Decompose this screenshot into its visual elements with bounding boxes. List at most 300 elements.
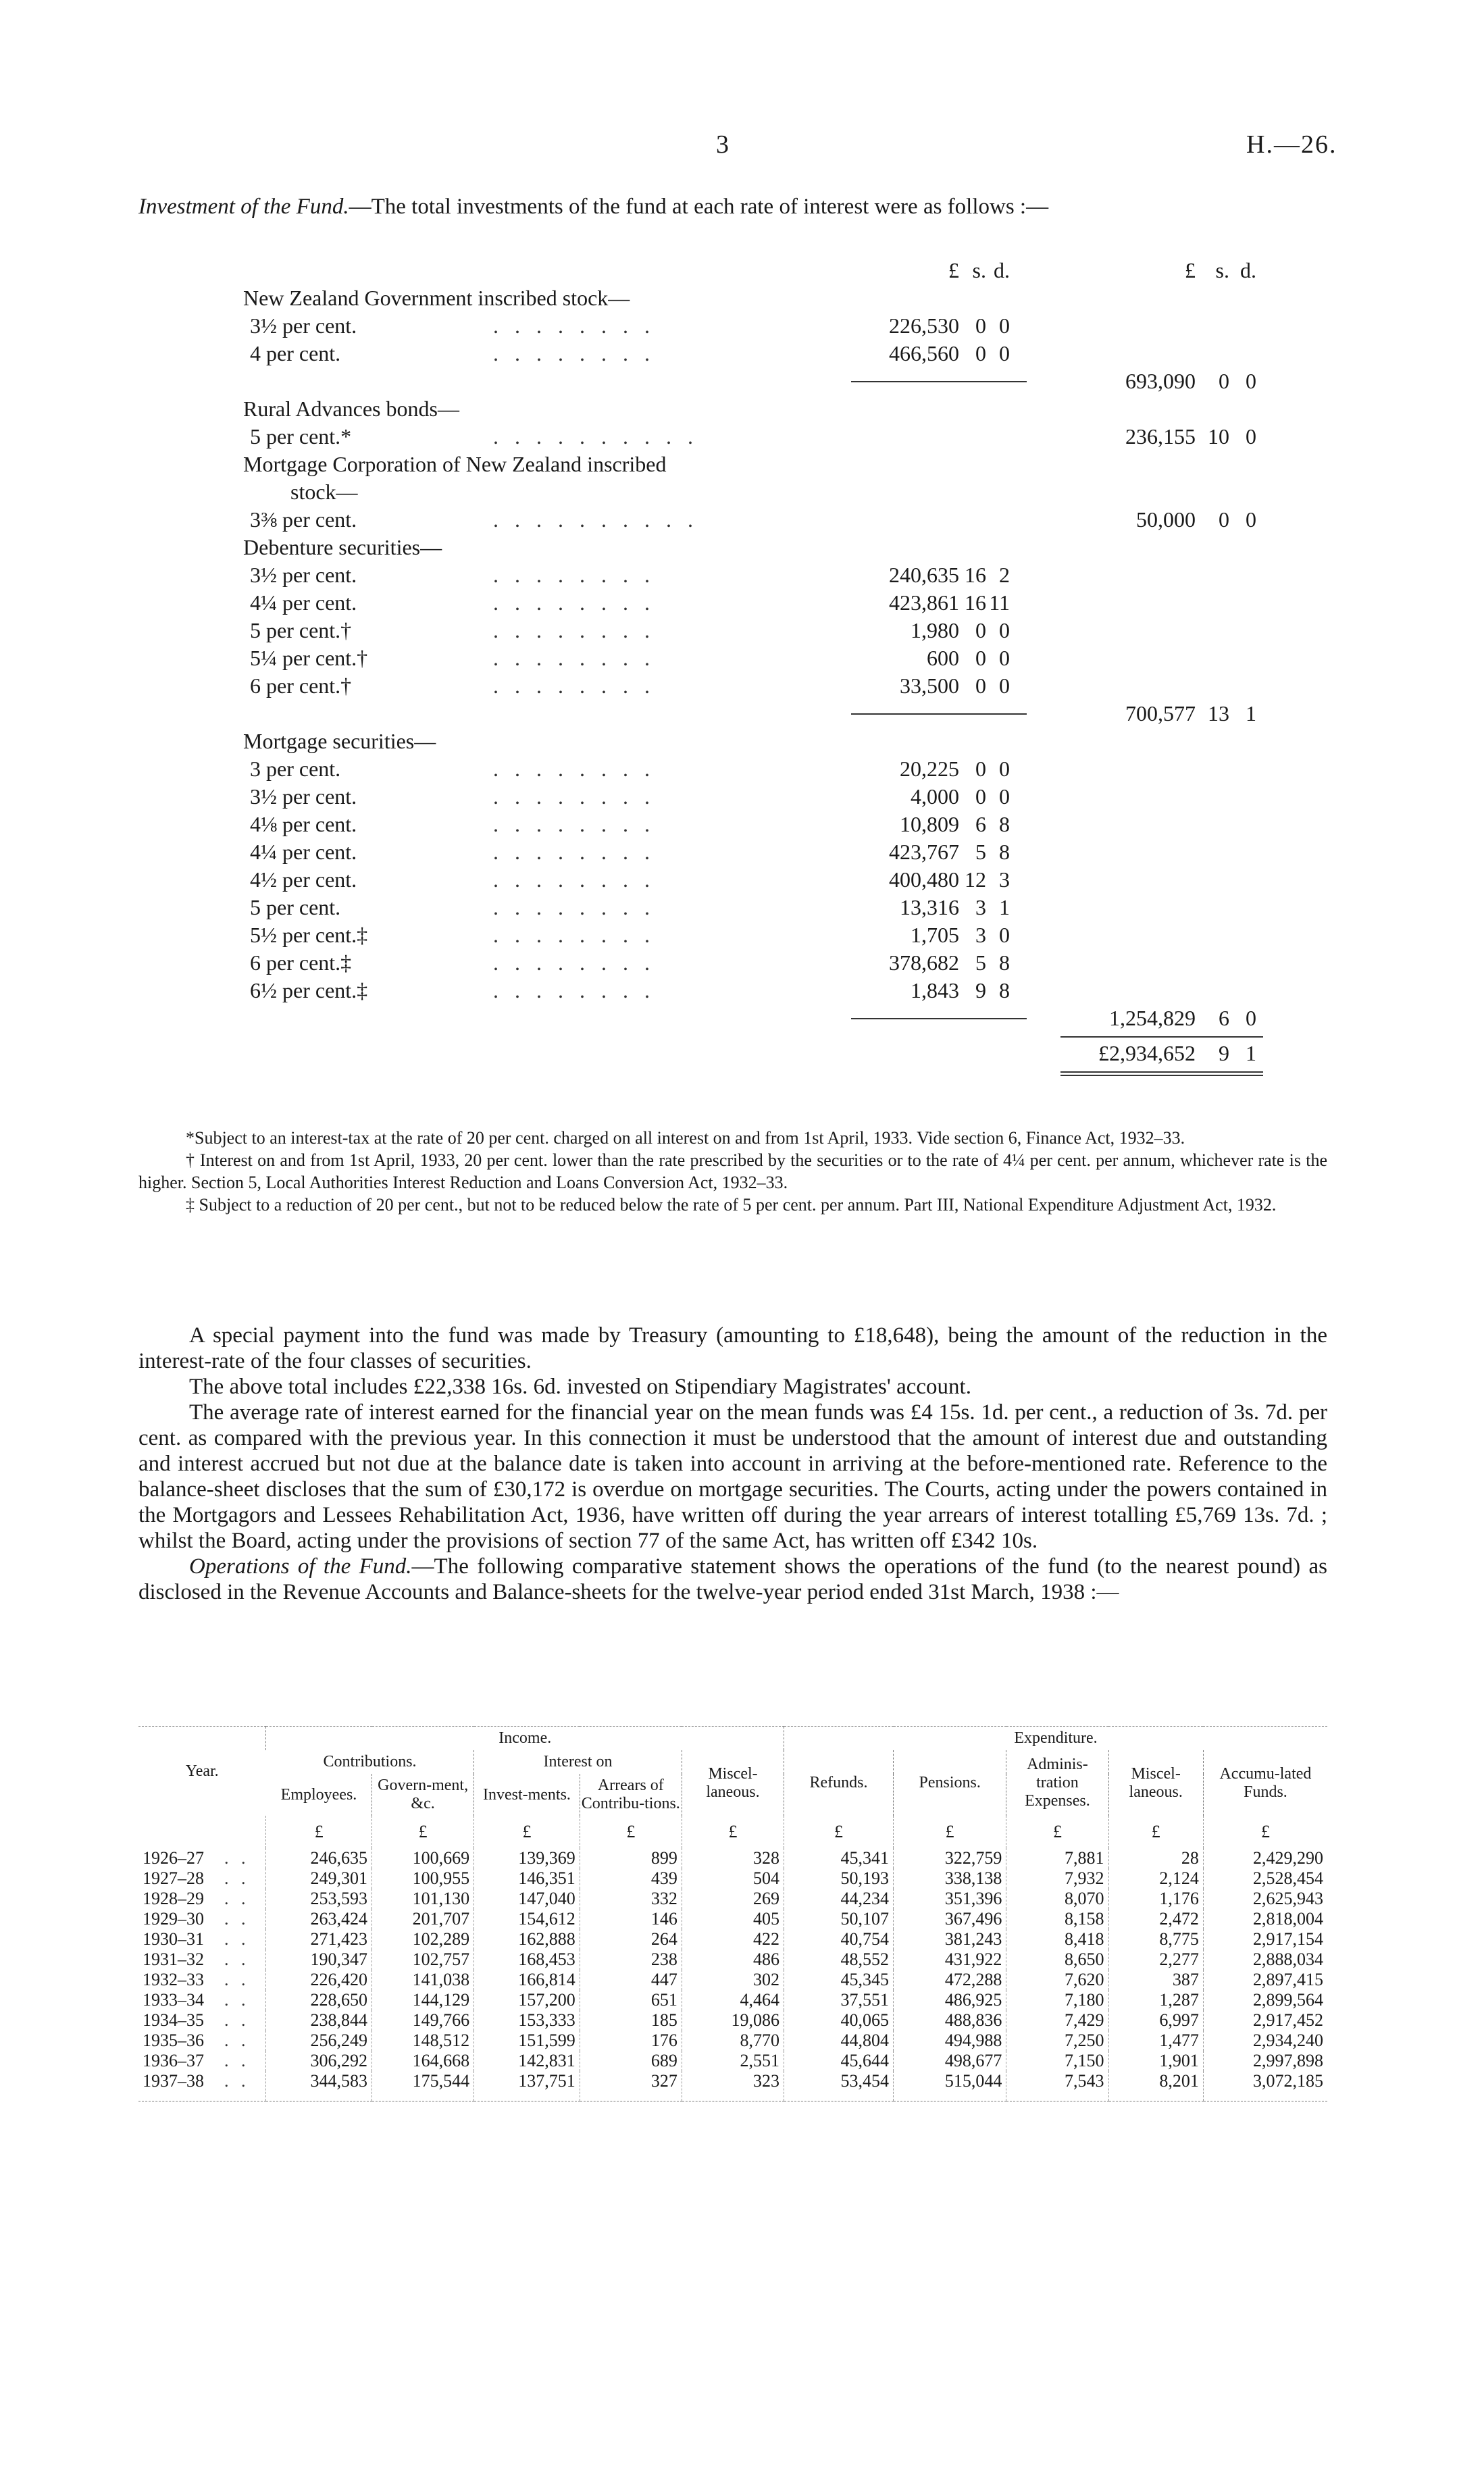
leader-dots: . . . . . . . .: [493, 923, 655, 947]
investment-row: [243, 423, 1337, 451]
intro-text: —The total investments of the fund at each rate of interest were as follows :—: [349, 195, 1049, 219]
amount-pence: 0: [999, 923, 1010, 947]
rate-label: 3 per cent.: [250, 757, 341, 781]
table-cell: 1,176: [1108, 1889, 1203, 1909]
amount-pence: 0: [999, 784, 1010, 809]
amount-pence: 0: [999, 341, 1010, 365]
table-cell: 2,429,290: [1203, 1848, 1327, 1868]
amount-pounds: 33,500: [900, 673, 959, 698]
total-pounds: 50,000: [1136, 507, 1196, 532]
table-cell: 176: [580, 2031, 682, 2051]
table-cell: 344,583: [266, 2071, 372, 2101]
table-cell: 515,044: [894, 2071, 1006, 2101]
table-cell: 2,917,154: [1203, 1929, 1327, 1949]
leader-dots: . .: [224, 2051, 250, 2070]
table-cell: 185: [580, 2010, 682, 2031]
subtotal-pence: 0: [1246, 1006, 1256, 1030]
table-cell: 148,512: [372, 2031, 474, 2051]
rate-label: 4¼ per cent.: [250, 590, 357, 615]
rate-label: 6 per cent.†: [250, 673, 352, 698]
unit-label: £: [580, 1816, 682, 1848]
investment-row: [243, 395, 1337, 423]
table-cell: 2,625,943: [1203, 1889, 1327, 1909]
table-cell: 7,429: [1006, 2010, 1108, 2031]
rate-label: 4¼ per cent.: [250, 840, 357, 864]
rate-label: 6 per cent.‡: [250, 950, 352, 975]
leader-dots: . . . . . . . .: [493, 673, 655, 698]
table-cell: 494,988: [894, 2031, 1006, 2051]
amount-pence: 8: [999, 978, 1010, 1002]
rate-label: 3½ per cent.: [250, 784, 357, 809]
section-heading: Investment of the Fund.: [138, 195, 349, 219]
table-cell: 2,997,898: [1203, 2051, 1327, 2071]
amount-shillings: 0: [975, 618, 986, 642]
subtotal-rule: [851, 381, 1027, 382]
leader-dots: . . . . . . . .: [493, 784, 655, 809]
investment-rows: [243, 284, 1337, 1074]
table-cell: 100,669: [372, 1848, 474, 1868]
table-cell: 7,881: [1006, 1848, 1108, 1868]
units-row: [138, 1816, 1327, 1848]
col-investments: Invest-ments.: [474, 1774, 580, 1816]
footnote: *Subject to an interest-tax at the rate of 20 per cent. charged on all interest on and from 1st April, 1933. Vide section 6, Finance Act, 1932–33.: [186, 1128, 1185, 1148]
table-cell: 488,836: [894, 2010, 1006, 2031]
total-shillings: 10: [1208, 424, 1229, 449]
table-cell: 504: [682, 1868, 784, 1889]
table-cell: 8,418: [1006, 1929, 1108, 1949]
rate-label: 3⅜ per cent.: [250, 507, 357, 532]
year-label: 1926–27: [143, 1848, 204, 1868]
amount-pence: 0: [999, 313, 1010, 338]
year-cell: [138, 1889, 266, 1909]
table-cell: 2,472: [1108, 1909, 1203, 1929]
amount-pounds: 1,705: [911, 923, 959, 947]
leader-dots: . . . . . . . .: [493, 895, 655, 919]
operations-paragraph: [138, 1554, 1327, 1605]
col-employees: Employees.: [280, 1785, 357, 1804]
paragraph: A special payment into the fund was made by Treasury (amounting to £18,648), being the amount of the reduction in the interest-rate of the four classes of securities.: [138, 1323, 1327, 1373]
table-cell: 899: [580, 1848, 682, 1868]
investment-row: [243, 700, 1337, 728]
table-row: [138, 1949, 1327, 1970]
investment-row: [243, 866, 1337, 894]
table-cell: 447: [580, 1970, 682, 1990]
table-cell: 50,107: [784, 1909, 894, 1929]
table-row: [138, 1909, 1327, 1929]
rate-label: 4½ per cent.: [250, 867, 357, 892]
table-cell: 37,551: [784, 1990, 894, 2010]
amount-pounds: 10,809: [900, 812, 959, 836]
amount-pounds: 466,560: [889, 341, 959, 365]
column-heads: [243, 257, 1337, 284]
leader-dots: . .: [224, 1848, 250, 1868]
table-cell: 1,287: [1108, 1990, 1203, 2010]
investment-row: [243, 838, 1337, 866]
subtotal-shillings: 0: [1219, 369, 1229, 393]
table-cell: 7,543: [1006, 2071, 1108, 2101]
leader-dots: . . . . . . . .: [493, 840, 655, 864]
col-head-total-pence: d.: [1240, 258, 1256, 282]
amount-pence: 2: [999, 563, 1010, 587]
table-cell: 147,040: [474, 1889, 580, 1909]
table-cell: 651: [580, 1990, 682, 2010]
investment-row: [243, 1004, 1337, 1032]
table-cell: 338,138: [894, 1868, 1006, 1889]
amount-pence: 0: [999, 646, 1010, 670]
table-cell: 322,759: [894, 1848, 1006, 1868]
amount-pounds: 423,861: [889, 590, 959, 615]
table-cell: 166,814: [474, 1970, 580, 1990]
rate-label: 4⅛ per cent.: [250, 812, 357, 836]
investment-row: [243, 312, 1337, 340]
col-head-shillings: s.: [972, 258, 986, 282]
leader-dots: . .: [224, 1970, 250, 1989]
investment-row: [243, 617, 1337, 644]
table-cell: 439: [580, 1868, 682, 1889]
table-cell: 153,333: [474, 2010, 580, 2031]
table-cell: 238: [580, 1949, 682, 1970]
table-row: [138, 1889, 1327, 1909]
operations-text: —The following comparative statement shows the operations of the fund (to the nearest pound) as disclosed in the Revenue Accounts and Balance-sheets for the twelve-year period ended 31st March, 1938 :—: [138, 1554, 1327, 1604]
leader-dots: . .: [224, 1990, 250, 2010]
investment-row: [243, 672, 1337, 700]
investment-row: [243, 478, 1337, 506]
table-cell: 7,180: [1006, 1990, 1108, 2010]
table-row: [138, 2071, 1327, 2101]
units-spacer: [138, 1816, 266, 1848]
leader-dots: . . . . . . . .: [493, 618, 655, 642]
table-cell: 431,922: [894, 1949, 1006, 1970]
investment-row: [243, 811, 1337, 838]
subtotal-pounds: 1,254,829: [1109, 1006, 1196, 1030]
subgroup-interest: Interest on: [474, 1750, 682, 1774]
table-cell: 7,250: [1006, 2031, 1108, 2051]
table-cell: 327: [580, 2071, 682, 2101]
subtotal-shillings: 13: [1208, 701, 1229, 725]
table-row: [138, 2051, 1327, 2071]
table-cell: 7,150: [1006, 2051, 1108, 2071]
table-cell: 689: [580, 2051, 682, 2071]
table-row: [138, 1970, 1327, 1990]
rate-label: 3½ per cent.: [250, 563, 357, 587]
group-label: Debenture securities—: [243, 535, 442, 559]
rate-label: 5½ per cent.‡: [250, 923, 368, 947]
leader-dots: . .: [224, 2071, 250, 2091]
table-cell: 498,677: [894, 2051, 1006, 2071]
amount-pounds: 1,843: [911, 978, 959, 1002]
unit-label: £: [1108, 1816, 1203, 1848]
table-cell: 2,277: [1108, 1949, 1203, 1970]
group-label: Rural Advances bonds—: [243, 397, 459, 421]
investment-row: [243, 284, 1337, 312]
paragraph: The average rate of interest earned for the financial year on the mean funds was £4 15s. 1d. per cent., a reduction of 3s. 7d. per cent. as compared with the previous year. In this connection it must be understood that the amount of interest due and outstanding and interest accrued but not due at the balance date is taken into account in arriving at the before-mentioned rate. Reference to the balance-sheet discloses that the sum of £30,172 is overdue on mortgage securities. The Courts, acting under the powers contained in the Mortgagors and Lessees Rehabilitation Act, 1936, have written off during the year arrears of interest totalling £5,769 13s. 7d. ; whilst the Board, acting under the provisions of section 77 of the same Act, has written off £342 10s.: [138, 1400, 1327, 1553]
amount-shillings: 0: [975, 757, 986, 781]
table-cell: 48,552: [784, 1949, 894, 1970]
investment-row: [243, 977, 1337, 1004]
table-cell: 141,038: [372, 1970, 474, 1990]
amount-pounds: 378,682: [889, 950, 959, 975]
subgroup-contributions: Contributions.: [323, 1753, 417, 1770]
table-cell: 263,424: [266, 1909, 372, 1929]
year-cell: [138, 1949, 266, 1970]
table-cell: 405: [682, 1909, 784, 1929]
year-label: 1937–38: [143, 2071, 204, 2091]
investment-row: [243, 783, 1337, 811]
amount-shillings: 3: [975, 895, 986, 919]
leader-dots: . . . . . . . .: [493, 590, 655, 615]
amount-shillings: 0: [975, 341, 986, 365]
body-text: [138, 1323, 1327, 1605]
grand-total-shillings: 9: [1219, 1041, 1229, 1065]
footnote: ‡ Subject to a reduction of 20 per cent., but not to be reduced below the rate of 5 per cent. per annum. Part III, National Expenditure Adjustment Act, 1932.: [186, 1195, 1277, 1215]
unit-label: £: [1006, 1816, 1108, 1848]
amount-pence: 8: [999, 812, 1010, 836]
table-cell: 40,754: [784, 1929, 894, 1949]
table-cell: 486,925: [894, 1990, 1006, 2010]
amount-pounds: 226,530: [889, 313, 959, 338]
col-head-total-pounds: £: [1185, 258, 1196, 282]
table-cell: 146,351: [474, 1868, 580, 1889]
amount-pence: 8: [999, 950, 1010, 975]
table-cell: 2,528,454: [1203, 1868, 1327, 1889]
table-cell: 100,955: [372, 1868, 474, 1889]
leader-dots: . . . . . . . .: [493, 563, 655, 587]
year-label: 1930–31: [143, 1929, 204, 1949]
table-cell: 246,635: [266, 1848, 372, 1868]
subtotal-rule: [851, 713, 1027, 715]
table-cell: 45,345: [784, 1970, 894, 1990]
table-cell: 486: [682, 1949, 784, 1970]
group-label: Mortgage Corporation of New Zealand inscribed: [243, 452, 667, 476]
col-head-pounds: £: [948, 258, 959, 282]
year-cell: [138, 1848, 266, 1868]
table-row: [138, 1848, 1327, 1868]
investment-schedule: [243, 257, 1337, 1074]
subtotal-pence: 0: [1246, 369, 1256, 393]
investment-intro: [138, 193, 1327, 221]
table-cell: 102,757: [372, 1949, 474, 1970]
table-cell: 323: [682, 2071, 784, 2101]
rate-label: 5 per cent.*: [250, 424, 352, 449]
table-cell: 151,599: [474, 2031, 580, 2051]
rate-label: 6½ per cent.‡: [250, 978, 368, 1002]
table-cell: 1,477: [1108, 2031, 1203, 2051]
table-cell: 8,775: [1108, 1929, 1203, 1949]
table-cell: 7,620: [1006, 1970, 1108, 1990]
table-cell: 154,612: [474, 1909, 580, 1929]
table-cell: 40,065: [784, 2010, 894, 2031]
leader-dots: . . . . . . . . . .: [493, 424, 698, 449]
table-cell: 44,804: [784, 2031, 894, 2051]
investment-row: [243, 949, 1337, 977]
year-label: 1933–34: [143, 1990, 204, 2010]
table-body: [138, 1816, 1327, 2101]
table-cell: 144,129: [372, 1990, 474, 2010]
footnote: † Interest on and from 1st April, 1933, 20 per cent. lower than the rate prescribed by the securities or to the rate of 4¼ per cent. per annum, whichever rate is the higher. Section 5, Local Authorities Interest Reduction and Loans Conversion Act, 1932–33.: [138, 1150, 1327, 1192]
footnotes: [138, 1127, 1327, 1216]
page-number: 3: [716, 130, 729, 159]
amount-pence: 3: [999, 867, 1010, 892]
table-cell: 422: [682, 1929, 784, 1949]
investment-row: [243, 340, 1337, 367]
table-cell: 7,932: [1006, 1868, 1108, 1889]
amount-pence: 11: [989, 590, 1010, 615]
table-cell: 2,934,240: [1203, 2031, 1327, 2051]
rate-label: 3½ per cent.: [250, 313, 357, 338]
investment-row: [243, 589, 1337, 617]
table-cell: 381,243: [894, 1929, 1006, 1949]
year-cell: [138, 2031, 266, 2051]
table-cell: 19,086: [682, 2010, 784, 2031]
col-income-misc: Miscel-laneous.: [682, 1750, 784, 1816]
table-cell: 2,551: [682, 2051, 784, 2071]
leader-dots: . . . . . . . .: [493, 867, 655, 892]
table-cell: 367,496: [894, 1909, 1006, 1929]
amount-shillings: 0: [975, 313, 986, 338]
investment-row: [243, 921, 1337, 949]
amount-shillings: 3: [975, 923, 986, 947]
table-cell: 328: [682, 1848, 784, 1868]
table-cell: 53,454: [784, 2071, 894, 2101]
unit-label: £: [682, 1816, 784, 1848]
amount-pence: 0: [999, 618, 1010, 642]
investment-row: [243, 1032, 1337, 1074]
group-label: stock—: [290, 480, 358, 504]
col-exp-misc: Miscel-laneous.: [1108, 1750, 1203, 1816]
amount-shillings: 12: [965, 867, 986, 892]
table-cell: 332: [580, 1889, 682, 1909]
leader-dots: . .: [224, 2010, 250, 2030]
leader-dots: . .: [224, 1889, 250, 1908]
table-cell: 306,292: [266, 2051, 372, 2071]
table-cell: 264: [580, 1929, 682, 1949]
table-cell: 45,341: [784, 1848, 894, 1868]
table-cell: 162,888: [474, 1929, 580, 1949]
table-cell: 249,301: [266, 1868, 372, 1889]
rate-label: 4 per cent.: [250, 341, 341, 365]
amount-pounds: 400,480: [889, 867, 959, 892]
subtotal-rule: [851, 1018, 1027, 1019]
table-cell: 302: [682, 1970, 784, 1990]
investment-row: [243, 367, 1337, 395]
table-cell: 256,249: [266, 2031, 372, 2051]
leader-dots: . . . . . . . .: [493, 646, 655, 670]
amount-pence: 1: [999, 895, 1010, 919]
leader-dots: . . . . . . . .: [493, 978, 655, 1002]
subtotal-pence: 1: [1246, 701, 1256, 725]
table-cell: 8,650: [1006, 1949, 1108, 1970]
table-cell: 8,070: [1006, 1889, 1108, 1909]
amount-pence: 8: [999, 840, 1010, 864]
table-cell: 271,423: [266, 1929, 372, 1949]
investment-row: [243, 561, 1337, 589]
amount-shillings: 16: [965, 590, 986, 615]
year-label: 1936–37: [143, 2051, 204, 2070]
unit-label: £: [784, 1816, 894, 1848]
leader-dots: . .: [224, 2031, 250, 2050]
table-cell: 101,130: [372, 1889, 474, 1909]
rate-label: 5 per cent.: [250, 895, 341, 919]
document-reference: H.—26.: [1246, 130, 1337, 159]
col-head-pence: d.: [994, 258, 1010, 282]
investment-row: [243, 506, 1337, 534]
table-cell: 102,289: [372, 1929, 474, 1949]
table-cell: 226,420: [266, 1970, 372, 1990]
grand-total-pence: 1: [1246, 1041, 1256, 1065]
amount-pounds: 4,000: [911, 784, 959, 809]
table-cell: 139,369: [474, 1848, 580, 1868]
amount-pounds: 1,980: [911, 618, 959, 642]
table-cell: 2,917,452: [1203, 2010, 1327, 2031]
table-cell: 157,200: [474, 1990, 580, 2010]
amount-pence: 0: [999, 673, 1010, 698]
table-cell: 8,770: [682, 2031, 784, 2051]
amount-pence: 0: [999, 757, 1010, 781]
table-cell: 253,593: [266, 1889, 372, 1909]
year-cell: [138, 1990, 266, 2010]
table-cell: 2,899,564: [1203, 1990, 1327, 2010]
table-row: [138, 1990, 1327, 2010]
group-income: Income.: [266, 1727, 784, 1751]
total-shillings: 0: [1219, 507, 1229, 532]
amount-shillings: 5: [975, 950, 986, 975]
year-label: 1928–29: [143, 1889, 204, 1908]
table-row: [138, 1929, 1327, 1949]
leader-dots: . . . . . . . .: [493, 313, 655, 338]
total-pence: 0: [1246, 424, 1256, 449]
subtotal-pounds: 700,577: [1125, 701, 1196, 725]
table-cell: 2,818,004: [1203, 1909, 1327, 1929]
table-cell: 164,668: [372, 2051, 474, 2071]
table-cell: 472,288: [894, 1970, 1006, 1990]
amount-shillings: 0: [975, 784, 986, 809]
amount-pounds: 423,767: [889, 840, 959, 864]
leader-dots: . . . . . . . .: [493, 341, 655, 365]
col-government: Govern-ment, &c.: [372, 1774, 474, 1816]
amount-pounds: 600: [927, 646, 959, 670]
investment-row: [243, 451, 1337, 478]
leader-dots: . . . . . . . .: [493, 757, 655, 781]
year-label: 1927–28: [143, 1868, 204, 1888]
investment-row: [243, 755, 1337, 783]
year-cell: [138, 2051, 266, 2071]
col-arrears: Arrears of Contribu-tions.: [580, 1774, 682, 1816]
table-cell: 146: [580, 1909, 682, 1929]
col-head-total-shillings: s.: [1215, 258, 1229, 282]
table-cell: 50,193: [784, 1868, 894, 1889]
section-heading: Operations of the Fund.: [189, 1554, 412, 1579]
table-cell: 387: [1108, 1970, 1203, 1990]
leader-dots: . .: [224, 1909, 250, 1929]
amount-shillings: 16: [965, 563, 986, 587]
table-cell: 44,234: [784, 1889, 894, 1909]
amount-shillings: 9: [975, 978, 986, 1002]
amount-shillings: 5: [975, 840, 986, 864]
col-accumulated: Accumu-lated Funds.: [1203, 1750, 1327, 1816]
year-cell: [138, 1970, 266, 1990]
amount-shillings: 6: [975, 812, 986, 836]
year-cell: [138, 1909, 266, 1929]
unit-label: £: [266, 1816, 372, 1848]
amount-pounds: 240,635: [889, 563, 959, 587]
investment-row: [243, 894, 1337, 921]
investment-row: [243, 728, 1337, 755]
table-cell: 175,544: [372, 2071, 474, 2101]
table-row: [138, 2031, 1327, 2051]
table-cell: 1,901: [1108, 2051, 1203, 2071]
paragraph: The above total includes £22,338 16s. 6d. invested on Stipendiary Magistrates' account.: [189, 1375, 971, 1399]
subtotal-shillings: 6: [1219, 1006, 1229, 1030]
